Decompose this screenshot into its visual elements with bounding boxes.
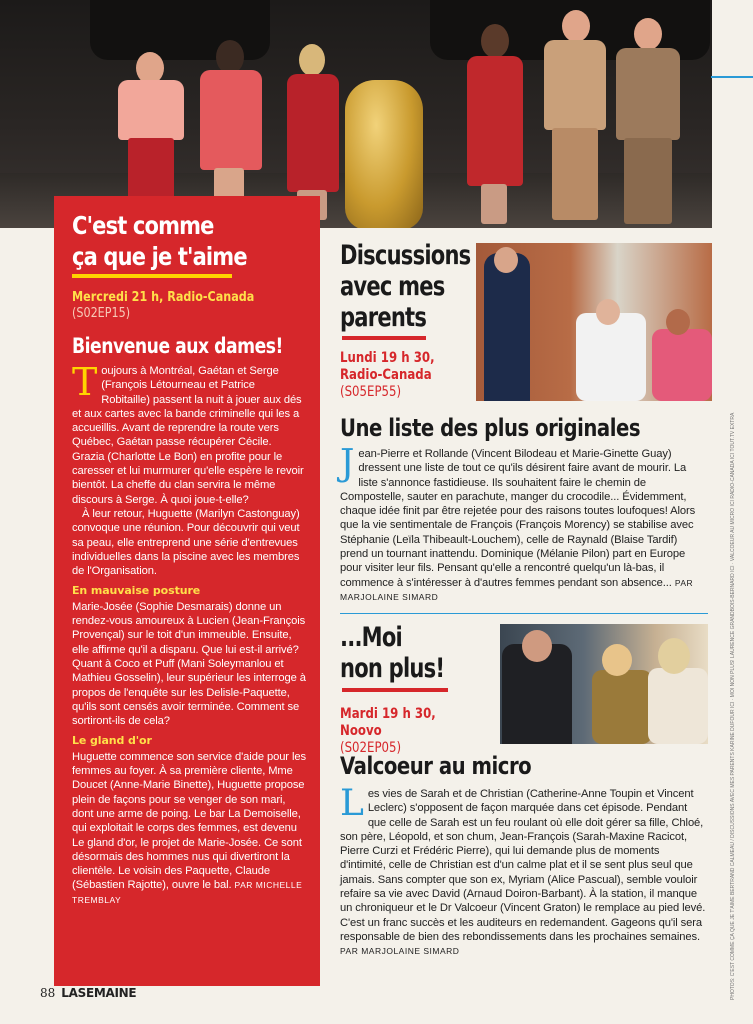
title-underline [342,688,448,692]
edge-accent-line [711,76,753,78]
byline: PAR MARJOLAINE SIMARD [340,577,694,602]
cast-photo [0,0,712,228]
feature-discussions-header [340,240,475,333]
section-divider [340,613,708,614]
broadcast-schedule: Mercredi 21 h, Radio-Canada (S02EP15) [72,290,255,321]
broadcast-schedule: Lundi 19 h 30, Radio-Canada (S05EP55) [340,350,435,400]
episode-headline: Valcoeur au micro [340,752,532,780]
episode-headline: Une liste des plus originales [340,414,641,442]
title-underline [72,274,232,278]
page-footer [40,986,136,1000]
article-body: Les vies de Sarah et de Christian (Catherine-Anne Toupin et Vincent Leclerc) s'opposent de façon marquée dans cet épisode. Pendant que celle de Sarah est un feu roulant où elle doit gérer sa fille, Chloé, son père, Léopold, et son chum, Jean-François (Sarah-Maxine Racicot, Pierre Curzi et Frédéric Pierre), qui lui demande plus de moments d'intimité, celle de Christian est d'un calme plat et il se sent plus seul que jamais. Sans compter que son ex, Myriam (Alice Pascual), semble vouloir refaire sa vie avec David (Arnaud Doiron-Barbant). À la station, il manque un chroniqueur et le Dr Valcoeur (Vincent Graton) le remplace au pied levé. C'est un franc succès et les auditeurs en redemandent. Gageons qu'il sera responsable de bien des rebondissements dans les prochaines semaines. PAR MARJOLAINE SIMARD [340,783,706,957]
magazine-name: LASEMAINE [61,986,137,1000]
broadcast-schedule: Mardi 19 h 30, Noovo (S02EP05) [340,706,436,756]
discussions-still-photo [476,243,712,401]
article-body: Jean-Pierre et Rollande (Vincent Bilodeau et Marie-Ginette Guay) dressent une liste de tout ce qu'ils désirent faire avant de mourir. La liste s'annonce fastidieuse. Ils souhaitent faire le chemin de Compostelle, sauter en parachute, manger du crocodile... Évidemment, chaque idée finit par être rejetée pour des raisons toutes loufoques! Alors que la vie sentimentale de François (François Morency) se stabilise avec Stéphanie (Leïla Thibeault-Louchem), celle de Raynald (Blaise Tardif) prend un tournant inattendu. Dominique (Mélanie Pilon) part en Europe pour visiter leur fils. Pensant qu'elle a rencontré quelqu'un là-bas, il commence à s'intéresser à d'autres femmes pendant son absence... PAR MARJOLAINE SIMARD [340,443,696,602]
show-title: C'est comme ça que je t'aime [72,211,247,271]
show-title: Discussions avec mes parents [340,240,471,333]
moi-non-plus-still-photo [500,624,708,744]
photo-credits: PHOTOS: C'EST COMME ÇA QUE JE T'AIME BERTRAND CALMEAU / DISCUSSIONS AVEC MES PARENTS KARINE DUFOUR ICI · MOI NON PLUS! LAURENCE GRANDBOIS-BERNARD ICI · VALCOEUR AU MICRO ICI RADIO-CANADA ICI TOUT.TV EXTRA [730,412,736,1000]
subheading: En mauvaise posture [72,584,201,598]
title-underline [342,336,426,340]
byline: PAR MICHELLE TREMBLAY [72,880,303,905]
show-title: ...Moi non plus! [340,622,445,684]
article-body: Toujours à Montréal, Gaétan et Serge (François Létourneau et Patrice Robitaille) passent la nuit à jouer aux dés et aux cartes avec la bande criminelle qui les a accueillis. Avant de reprendre la route vers Québec, Gaétan passe récupérer Cécile. Grazia (Charlotte Le Bon) en profite pour le caresser et lui murmurer qu'elle espère le revoir bientôt. La cheffe du clan servira le même discours à Serge. À quoi joue-t-elle? À leur retour, Huguette (Marilyn Castonguay) convoque une réunion. Pour découvrir qui veut sa peau, elle entreprend une série d'entrevues individuelles dans la piscine avec les membres de l'Organisation. En mauvaise posture Marie-Josée (Sophie Desmarais) donne un rendez-vous amoureux à Lucien (Jean-François Provençal) sur le toit d'un immeuble. Ensuite, elle affirme qu'il a disparu. Que lui est-il arrivé? Quant à Coco et Puff (Mani Soleymanlou et Mathieu Gosselin), leur supérieur les interroge à propos de l'enquête sur les Delisle-Paquette, qu'ils sont censés avoir terminée. Comment se sortiront-ils de cela? Le gland d'or Huguette commence son service d'aide pour les femmes au foyer. À sa première cliente, Mme Doucet (Anne-Marie Binette), Huguette propose plein de façons pour se venger de son mari, dont une arme de poing. Le bar La Demoiselle, qui exploitait le corps des femmes, est devenu Le gland d'or, le projet de Marie-Josée. Ce sont désormais des hommes nus qui divertiront la clientèle. Le voisin des Paquette, Claude (Sébastien Rajotte), ouvre le bal. PAR MICHELLE TREMBLAY [72,360,306,905]
feature-moi-non-plus-header [340,622,490,684]
page-number: 88 [40,986,56,1000]
episode-headline: Bienvenue aux dames! [72,334,283,358]
byline: PAR MARJOLAINE SIMARD [340,946,460,957]
gold-statue [345,80,423,228]
feature-cest-comme-ca [54,196,320,986]
subheading: Le gland d'or [72,734,152,748]
